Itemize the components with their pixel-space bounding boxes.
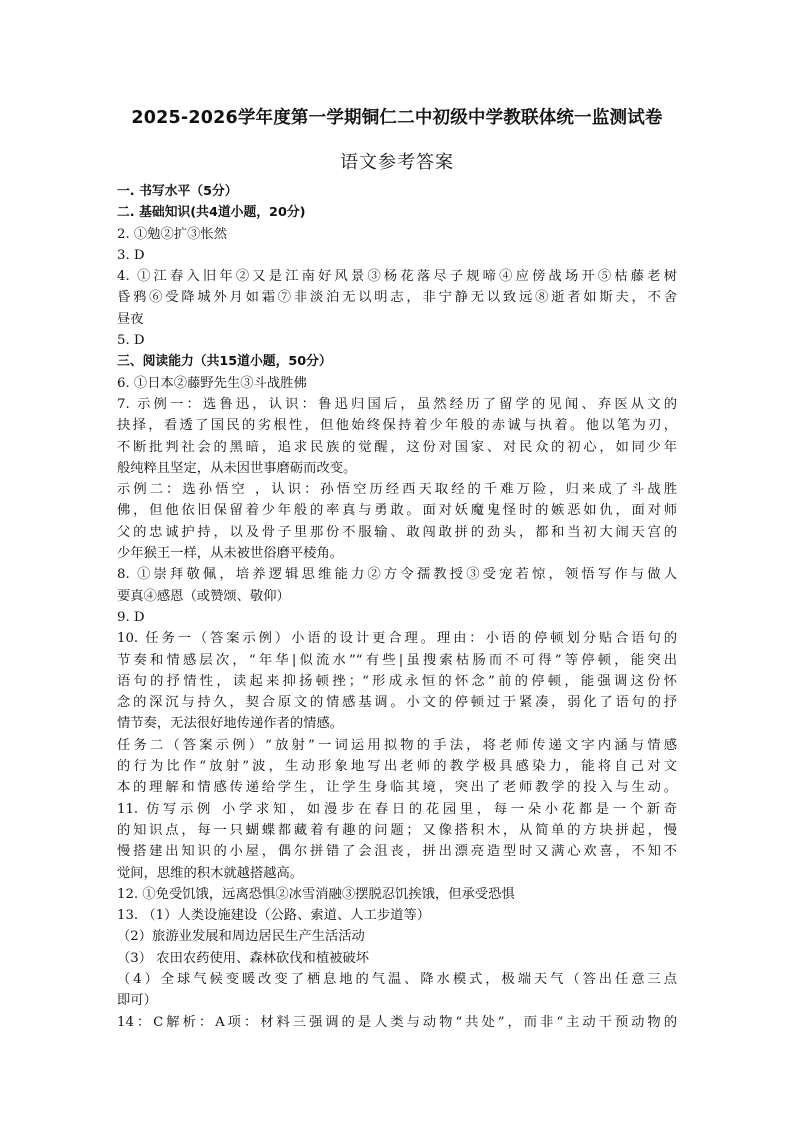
answer-line: 12. ①免受饥饿，远离恐惧②冰雪消融③摆脱忍饥挨饿，但承受恐惧	[117, 886, 515, 902]
answer-line: 7. 示例一：选鲁迅，认识：鲁迅归国后，虽然经历了留学的见闻、弃医从文的	[117, 396, 677, 412]
answer-line: 示例二：选孙悟空 ，认识：孙悟空历经西天取经的千难万险，归来成了斗战胜	[117, 482, 677, 498]
answer-line: （2）旅游业发展和周边居民生产生活活动	[117, 929, 365, 945]
answer-line: 抉择，看透了国民的劣根性，但他始终保持着少年般的赤诚与执着。他以笔为刃，	[117, 418, 677, 434]
exam-subtitle: 语文参考答案	[340, 152, 454, 173]
answer-line: 11. 仿写示例 小学求知，如漫步在春日的花园里，每一朵小花都是一个新奇	[117, 801, 677, 817]
answer-line: 任务二（答案示例）“放射”一词运用拟物的手法，将老师传递文字内涵与情感	[117, 737, 677, 753]
answer-line: 6. ①日本②藤野先生③斗战胜佛	[117, 375, 307, 391]
answer-line: 9. D	[117, 609, 145, 625]
answer-line: 语句的抒情性，读起来抑扬顿挫；“形成永恒的怀念”前的停顿，能强调这份怀	[117, 673, 677, 689]
answer-line: （4）全球气候变暖改变了栖息地的气温、降水模式，极端天气（答出任意三点	[117, 971, 677, 987]
answer-line: 5. D	[117, 333, 145, 349]
answer-line: 父的忠诚护持，以及骨子里那份不服输、敢闯敢拼的劲头，都和当初大闹天宫的	[117, 524, 677, 540]
answer-line: 13. （1）人类设施建设（公路、索道、人工步道等）	[117, 908, 431, 924]
answer-content	[117, 181, 677, 1033]
answer-line: 4. ①江春入旧年②又是江南好风景③杨花落尽子规啼④应傍战场开⑤枯藤老树	[117, 269, 677, 285]
section-heading: 三、阅读能力（共15道小题，50分）	[117, 354, 332, 370]
answer-line: 8. ①崇拜敬佩，培养逻辑思维能力②方令孺教授③受宠若惊，领悟写作与做人	[117, 567, 677, 583]
answer-line: 的行为比作“放射”波，生动形象地写出老师的教学极具感染力，能将自己对文	[117, 759, 677, 775]
answer-line: 少年猴王一样，从未被世俗磨平棱角。	[117, 546, 344, 562]
answer-line: 般纯粹且坚定，从未因世事磨砺而改变。	[117, 460, 357, 476]
answer-line: 昏鸦⑥受降城外月如霜⑦非淡泊无以明志，非宁静无以致远⑧逝者如斯夫，不舍	[117, 290, 677, 306]
answer-line: 慢搭建出知识的小屋，偶尔拼错了会沮丧，拼出漂亮造型时又满心欢喜，不知不	[117, 844, 677, 860]
section-heading: 二. 基础知识(共4道小题，20分)	[117, 205, 306, 221]
answer-line: 觉间，思维的积木就越搭越高。	[117, 865, 304, 881]
exam-title: 2025-2026学年度第一学期铜仁二中初级中学教联体统一监测试卷	[131, 108, 663, 128]
answer-line: 昼夜	[117, 311, 144, 327]
answer-line: 2. ①勉②扩③怅然	[117, 226, 227, 242]
answer-line: 的知识点，每一只蝴蝶都藏着有趣的问题；又像搭积木，从简单的方块拼起，慢	[117, 822, 677, 838]
answer-line: 不断批判社会的黑暗，追求民族的觉醒，这份对国家、对民众的初心，如同少年	[117, 439, 677, 455]
answer-line: 即可）	[117, 993, 157, 1009]
answer-line: 佛，但他依旧保留着少年般的率真与勇敢。面对妖魔鬼怪时的嫉恶如仇，面对师	[117, 503, 677, 519]
section-heading: 一. 书写水平（5分）	[117, 184, 238, 199]
answer-line: 14：C解析：A项：材料三强调的是人类与动物“共处”，而非“主动干预动物的	[117, 1014, 677, 1030]
answer-line: 节奏和情感层次，“年华|似流水”“有些|虽搜索枯肠而不可得”等停顿，能突出	[117, 652, 677, 668]
answer-line: 本的理解和情感传递给学生，让学生身临其境，突出了老师教学的投入与生动。	[117, 780, 677, 796]
answer-line: 情节奏，无法很好地传递作者的情感。	[117, 716, 344, 732]
answer-line: 3. D	[117, 247, 145, 263]
answer-line: 念的深沉与持久，契合原文的情感基调。小文的停顿过于紧凑，弱化了语句的抒	[117, 695, 677, 711]
answer-line: （3） 农田农药使用、森林砍伐和植被破坏	[117, 950, 370, 966]
answer-line: 要真④感恩（或赞颂、敬仰）	[117, 588, 290, 604]
answer-line: 10. 任务一（答案示例）小语的设计更合理。理由：小语的停顿划分贴合语句的	[117, 631, 677, 647]
